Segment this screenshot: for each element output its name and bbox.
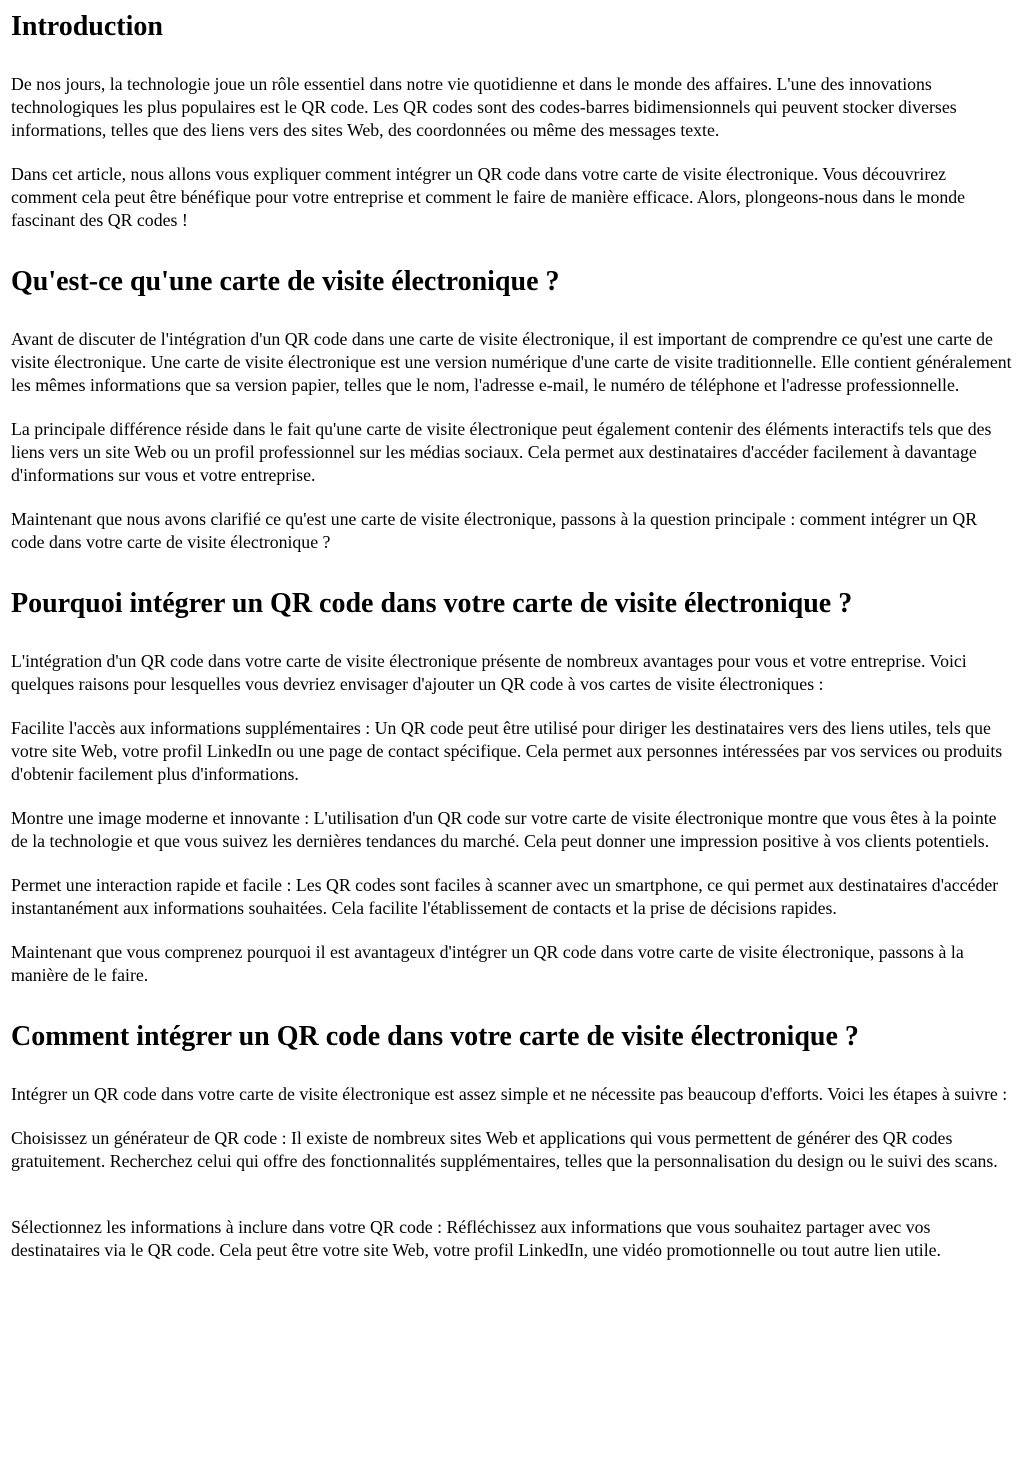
article <box>0 11 1024 1262</box>
paragraph: La principale différence réside dans le fait qu'une carte de visite électronique peut également contenir des éléments interactifs tels que des liens vers un site Web ou un profil professionnel sur les médias sociaux. Cela permet aux destinataires d'accéder facilement à davantage d'informations sur vous et votre entreprise. <box>11 419 992 485</box>
heading-introduction: Introduction <box>11 11 163 42</box>
paragraph: Permet une interaction rapide et facile : Les QR codes sont faciles à scanner avec un smartphone, ce qui permet aux destinataires d'accéder instantanément aux informations souhaitées. Cela facilite l'établissement de contacts et la prise de décisions rapides. <box>11 875 999 918</box>
paragraph: Maintenant que nous avons clarifié ce qu'est une carte de visite électronique, passons à la question principale : comment intégrer un QR code dans votre carte de visite électronique ? <box>11 509 978 552</box>
heading-what-is-ecard: Qu'est-ce qu'une carte de visite électronique ? <box>11 266 560 297</box>
paragraph: Dans cet article, nous allons vous expliquer comment intégrer un QR code dans votre carte de visite électronique. Vous découvrirez comment cela peut être bénéfique pour votre entreprise et comment le faire de manière efficace. Alors, plongeons-nous dans le monde fascinant des QR codes ! <box>11 164 966 230</box>
paragraph: Facilite l'accès aux informations supplémentaires : Un QR code peut être utilisé pour diriger les destinataires vers des liens utiles, tels que votre site Web, votre profil LinkedIn ou une page de contact spécifique. Cela permet aux personnes intéressées par vos services ou produits d'obtenir facilement plus d'informations. <box>11 718 1003 784</box>
paragraph: Montre une image moderne et innovante : L'utilisation d'un QR code sur votre carte de visite électronique montre que vous êtes à la pointe de la technologie et que vous suivez les dernières tendances du marché. Cela peut donner une impression positive à vos clients potentiels. <box>11 808 997 851</box>
paragraph: Maintenant que vous comprenez pourquoi il est avantageux d'intégrer un QR code dans votre carte de visite électronique, passons à la manière de le faire. <box>11 942 964 985</box>
heading-how-to-integrate: Comment intégrer un QR code dans votre carte de visite électronique ? <box>11 1021 859 1052</box>
paragraph: Intégrer un QR code dans votre carte de visite électronique est assez simple et ne nécessite pas beaucoup d'efforts. Voici les étapes à suivre : <box>11 1084 1008 1104</box>
heading-why-integrate: Pourquoi intégrer un QR code dans votre carte de visite électronique ? <box>11 588 853 619</box>
paragraph: Choisissez un générateur de QR code : Il existe de nombreux sites Web et applications qui vous permettent de générer des QR codes gratuitement. Recherchez celui qui offre des fonctionnalités supplémentaires, telles que la personnalisation du design ou le suivi des scans. <box>11 1128 998 1171</box>
paragraph: Sélectionnez les informations à inclure dans votre QR code : Réfléchissez aux informations que vous souhaitez partager avec vos destinataires via le QR code. Cela peut être votre site Web, votre profil LinkedIn, une vidéo promotionnelle ou tout autre lien utile. <box>11 1217 941 1260</box>
paragraph: De nos jours, la technologie joue un rôle essentiel dans notre vie quotidienne et dans le monde des affaires. L'une des innovations technologiques les plus populaires est le QR code. Les QR codes sont des codes-barres bidimensionnels qui peuvent stocker diverses informations, telles que des liens vers des sites Web, des coordonnées ou même des messages texte. <box>11 74 957 140</box>
paragraph: Avant de discuter de l'intégration d'un QR code dans une carte de visite électronique, il est important de comprendre ce qu'est une carte de visite électronique. Une carte de visite électronique est une version numérique d'une carte de visite traditionnelle. Elle contient généralement les mêmes informations que sa version papier, telles que le nom, l'adresse e-mail, le numéro de téléphone et l'adresse professionnelle. <box>11 329 1012 395</box>
paragraph: L'intégration d'un QR code dans votre carte de visite électronique présente de nombreux avantages pour vous et votre entreprise. Voici quelques raisons pour lesquelles vous devriez envisager d'ajouter un QR code à vos cartes de visite électroniques : <box>11 651 967 694</box>
